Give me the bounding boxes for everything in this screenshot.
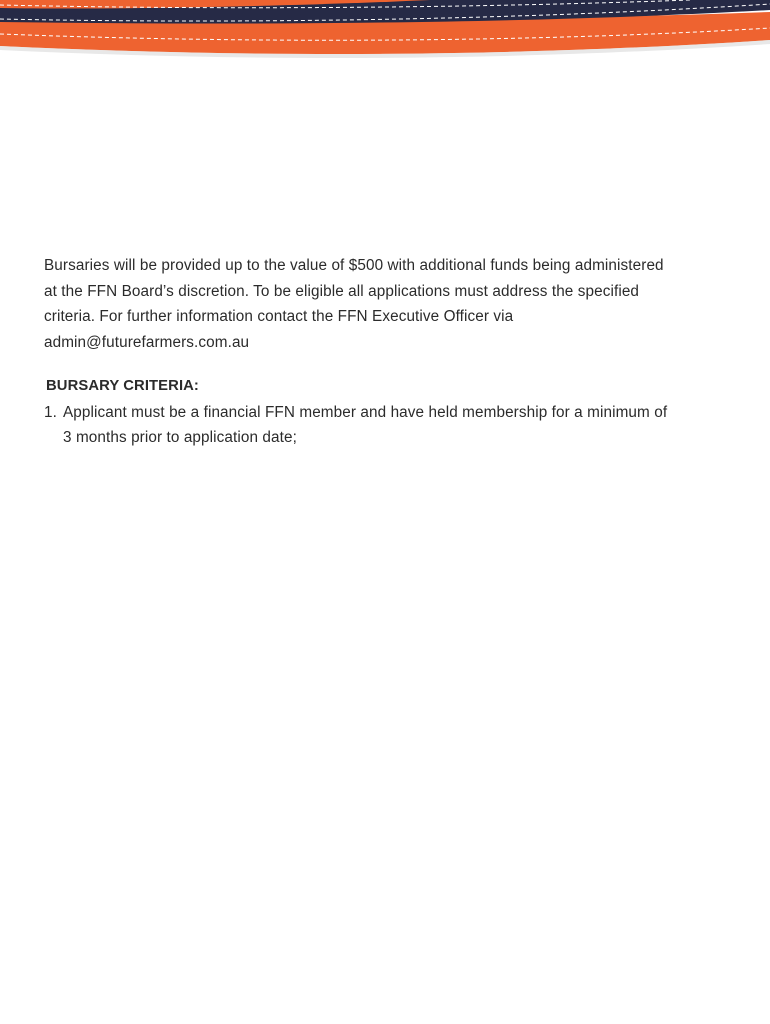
criteria-item-number: 1. [44,403,57,421]
criteria-item-text: Applicant must be a financial FFN member and have held membership for a minimum of [63,403,668,421]
header-banner [0,0,770,62]
intro-line: criteria. For further information contact the FFN Executive Officer via [44,308,514,326]
document-body [44,253,734,450]
criteria-item [44,400,734,450]
contact-email: admin@futurefarmers.com.au [44,334,250,352]
criteria-list [44,400,734,450]
intro-line: Bursaries will be provided up to the value of $500 with additional funds being administered [44,257,664,274]
intro-paragraph [44,253,734,356]
criteria-heading: BURSARY CRITERIA: [46,377,199,394]
intro-line: at the FFN Board’s discretion. To be eligible all applications must address the specified [44,282,640,300]
criteria-item-text: 3 months prior to application date; [63,429,297,447]
